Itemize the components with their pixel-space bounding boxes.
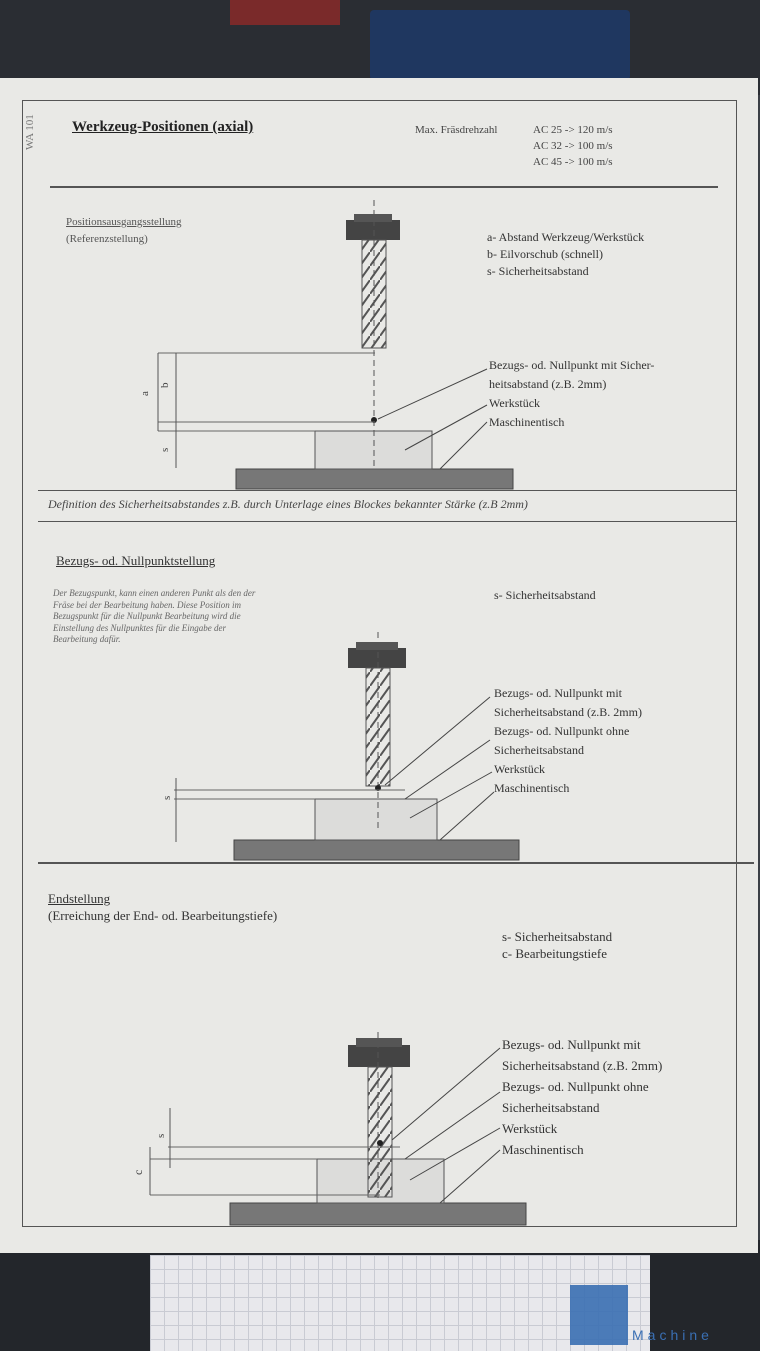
section3-subtitle: (Erreichung der End- od. Bearbeitungstiefe) [48,908,278,923]
callout-reference-point: Bezugs- od. Nullpunkt mit Sicher- [489,358,655,372]
callout-machine-table: Maschinentisch [489,415,565,429]
callout-machine-table: Maschinentisch [494,781,570,795]
section3-title: Endstellung [48,891,111,906]
dim-label-s: s [155,1133,167,1138]
dim-label-a: a [139,391,151,396]
machine-table [234,840,519,860]
max-speed-row: AC 45 -> 100 m/s [533,156,613,168]
section1-title: Positionsausgangsstellung [66,216,182,228]
callout-reference-with-safety-cont: Sicherheitsabstand (z.B. 2mm) [494,705,642,719]
section2-title: Bezugs- od. Nullpunktstellung [56,553,216,568]
section2-drawing [161,632,519,860]
dim-label-s: s [161,795,173,800]
legend-item: c- Bearbeitungstiefe [502,946,608,961]
callout-reference-without-safety: Bezugs- od. Nullpunkt ohne [494,724,630,738]
dim-label-c: c [131,1169,145,1175]
callout-reference-without-safety-cont: Sicherheitsabstand [502,1100,600,1115]
machine-table [236,469,513,489]
callout-workpiece: Werkstück [494,762,546,776]
milling-cutter-icon [346,214,400,348]
logo-icon [570,1285,628,1345]
callout-reference-without-safety-cont: Sicherheitsabstand [494,743,584,757]
legend-item: s- Sicherheitsabstand [494,588,596,602]
legend-item: b- Eilvorschub (schnell) [487,247,603,261]
callout-reference-without-safety: Bezugs- od. Nullpunkt ohne [502,1079,649,1094]
callout-reference-with-safety: Bezugs- od. Nullpunkt mit [494,686,622,700]
section2-description: Der Bezugspunkt, kann einen anderen Punkt als den der Fräse bei der Bearbeitung haben. Diese Position im Bezugspunkt für die Nullpunkt Bearbeitung wird die Einstellung des Nullpunktes für die Eingabe der Bearbeitung dafür. [53,588,256,644]
section3-drawing [131,1032,526,1225]
callout-reference-point-cont: heitsabstand (z.B. 2mm) [489,377,607,391]
callout-reference-with-safety: Bezugs- od. Nullpunkt mit [502,1037,641,1052]
callout-workpiece: Werkstück [489,396,541,410]
milling-cutter-icon [348,642,406,786]
definition-text: Definition des Sicherheitsabstandes z.B. durch Unterlage eines Blockes bekannter Stärke (z.B 2mm) [48,497,528,511]
legend-item: s- Sicherheitsabstand [502,929,613,944]
max-speed-row: AC 25 -> 120 m/s [533,124,613,136]
max-speed-label: Max. Fräsdrehzahl [415,124,498,136]
section1-drawing [139,200,513,489]
callout-machine-table: Maschinentisch [502,1142,584,1157]
page-title: Werkzeug-Positionen (axial) [72,119,254,135]
callout-reference-with-safety-cont: Sicherheitsabstand (z.B. 2mm) [502,1058,663,1073]
watermark-logo [570,1285,760,1351]
machine-table [230,1203,526,1225]
section1-subtitle: (Referenzstellung) [66,233,148,245]
callout-workpiece: Werkstück [502,1121,558,1136]
dim-label-b: b [159,382,171,388]
max-speed-row: AC 32 -> 100 m/s [533,140,613,152]
dim-label-s: s [159,447,171,452]
workpiece [315,799,437,840]
legend-item: s- Sicherheitsabstand [487,264,589,278]
side-note: WA 101 [24,114,36,150]
legend-item: a- Abstand Werkzeug/Werkstück [487,230,645,244]
watermark-text: Machine [632,1327,713,1343]
